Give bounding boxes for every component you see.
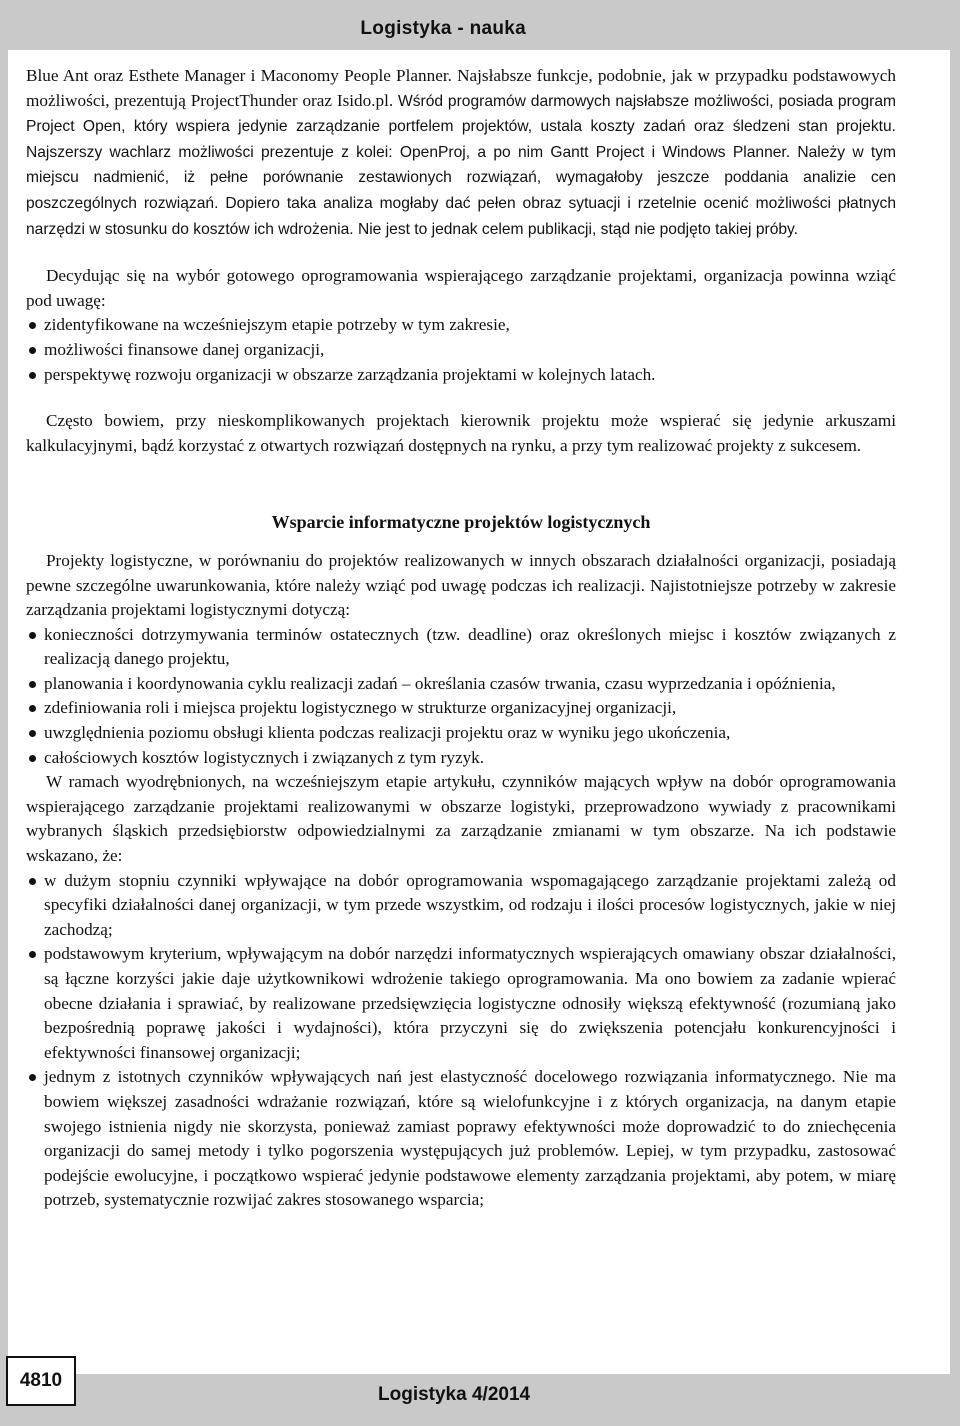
running-header-title: Logistyka - nauka: [360, 18, 526, 39]
bullet-icon: [29, 951, 36, 958]
bullet-icon: [29, 730, 36, 737]
list-item: jednym z istotnych czynników wpływających nań jest elastyczność docelowego rozwiązania informatycznego. Nie ma bowiem większej zasadności wdrażanie rozwiązań, które są wielofunkcyjne i z których organizacja, na danym etapie swojego istnienia nigdy nie skorzysta, ponieważ zamiast poprawy efektywności może doprowadzić to do zniechęcenia organizacji do samej metody i tylko pogorszenia występujących już problemów. Lepiej, w tym przypadku, zastosować podejście ewolucyjne, i początkowo wspierać jedynie podstawowe elementy zarządzania projektami, aby potem, w miarę potrzeb, systematycznie rozwijać zakres stosowanego wsparcia;: [26, 1065, 896, 1213]
intro-text-sans: Wśród programów darmowych najsłabsze możliwości, posiada program Project Open, który wspiera jedynie zarządzanie portfelem projektów, ustala koszty zadań oraz śledzeni stan projektu. Najszerszy wachlarz możliwości prezentuje z kolei: OpenProj, a po nim Gantt Project i Windows Planner. Należy w tym miejscu nadmienić, iż pełne porównanie zestawionych rozwiązań, wymagałoby jeszcze poddania analizie cen poszczególnych rozwiązań. Dopiero taka analiza mogłaby dać pełen obraz sytuacji i rzetelnie ocenić możliwości płatnych narzędzi w stosunku do kosztów ich wdrożenia. Nie jest to jednak celem publikacji, stąd nie podjęto takiej próby.: [26, 92, 896, 238]
bullet-icon: [29, 632, 36, 639]
bullet-icon: [29, 705, 36, 712]
intro-paragraph-3: Często bowiem, przy nieskomplikowanych projektach kierownik projektu może wspierać się jedynie arkuszami kalkulacyjnymi, bądź korzystać z otwartych rozwiązań dostępnych na rynku, a przy tym realizować projekty z sukcesem.: [26, 411, 896, 455]
section-paragraph-2: W ramach wyodrębnionych, na wcześniejszym etapie artykułu, czynników mających wpływ na dobór oprogramowania wspierającego zarządzanie projektami realizowanymi w obszarze logistyki, przeprowadzono wywiady z pracownikami wybranych śląskich przedsiębiorstw odpowiedzialnymi za zarządzanie zmianami w tym obszarze. Na ich podstawie wskazano, że:: [26, 772, 896, 866]
page-number-box: [6, 1356, 76, 1406]
bullet-icon: [29, 347, 36, 354]
intro-paragraph-1: [26, 64, 896, 242]
bullet-icon: [29, 1074, 36, 1081]
section-heading: Wsparcie informatyczne projektów logistycznych: [271, 512, 651, 533]
page-body: [8, 50, 950, 1374]
list-item: podstawowym kryterium, wpływającym na dobór narzędzi informatycznych wspierających omawiany obszar działalności, są łączne korzyści jakie daje użytkownikowi wdrożenie takiego oprogramowania. Ma ono bowiem za zadanie wpierać obecne działania i sprawiać, by realizowane przedsięwzięcia logistyczne odnosiły większą efektywność (rozumianą jako bezpośrednią poprawę jakości i wydajności), która przyczyni się do zwiększenia potencjału konkurencyjności i efektywności finansowej organizacji;: [26, 942, 896, 1065]
bullet-icon: [29, 372, 36, 379]
list-item: planowania i koordynowania cyklu realizacji zadań – określania czasów trwania, czasu wyprzedzania i opóźnienia,: [26, 672, 896, 697]
article-content: [26, 64, 896, 1213]
section-paragraph-1: Projekty logistyczne, w porównaniu do projektów realizowanych w innych obszarach działalności organizacji, posiadają pewne szczególne uwarunkowania, które należy wziąć pod uwagę podczas ich realizacji. Najistotniejsze potrzeby w zakresie zarządzania projektami logistycznymi dotyczą:: [26, 550, 896, 620]
page-number: 4810: [19, 1370, 63, 1391]
intro-paragraph-2: Decydując się na wybór gotowego oprogramowania wspierającego zarządzanie projektami, organizacja powinna wziąć pod uwagę:: [26, 266, 896, 310]
list-item: w dużym stopniu czynniki wpływające na dobór oprogramowania wspomagającego zarządzanie projektami zależą od specyfiki działalności danej organizacji, w tym przede wszystkim, od rodzaju i ilości procesów logistycznych, jakie w niej zachodzą;: [26, 869, 896, 943]
list-item: całościowych kosztów logistycznych i związanych z tym ryzyk.: [26, 746, 896, 771]
list-item: perspektywę rozwoju organizacji w obszarze zarządzania projektami w kolejnych latach.: [26, 363, 896, 388]
bullet-icon: [29, 755, 36, 762]
list-item: uwzględnienia poziomu obsługi klienta podczas realizacji projektu oraz w wyniku jego ukończenia,: [26, 721, 896, 746]
intro-text-serif: Blue Ant oraz Esthete Manager i Maconomy People Planner. Najsłabsze funkcje, podobnie, jak w przypadku podstawowych możliwości, prezentują ProjectThunder oraz Isido.pl.: [26, 66, 896, 110]
bullet-icon: [29, 878, 36, 885]
list-item: zidentyfikowane na wcześniejszym etapie potrzeby w tym zakresie,: [26, 313, 896, 338]
bullet-list-2: [26, 623, 896, 771]
list-item: możliwości finansowe danej organizacji,: [26, 338, 896, 363]
bullet-icon: [29, 322, 36, 329]
list-item: zdefiniowania roli i miejsca projektu logistycznego w strukturze organizacyjnej organizacji,: [26, 696, 896, 721]
journal-footer: Logistyka 4/2014: [378, 1384, 531, 1405]
bullet-list-1: [26, 313, 896, 387]
list-item: konieczności dotrzymywania terminów ostatecznych (tzw. deadline) oraz określonych miejsc i kosztów związanych z realizacją danego projektu,: [26, 623, 896, 672]
bullet-icon: [29, 681, 36, 688]
bullet-list-3: [26, 869, 896, 1213]
